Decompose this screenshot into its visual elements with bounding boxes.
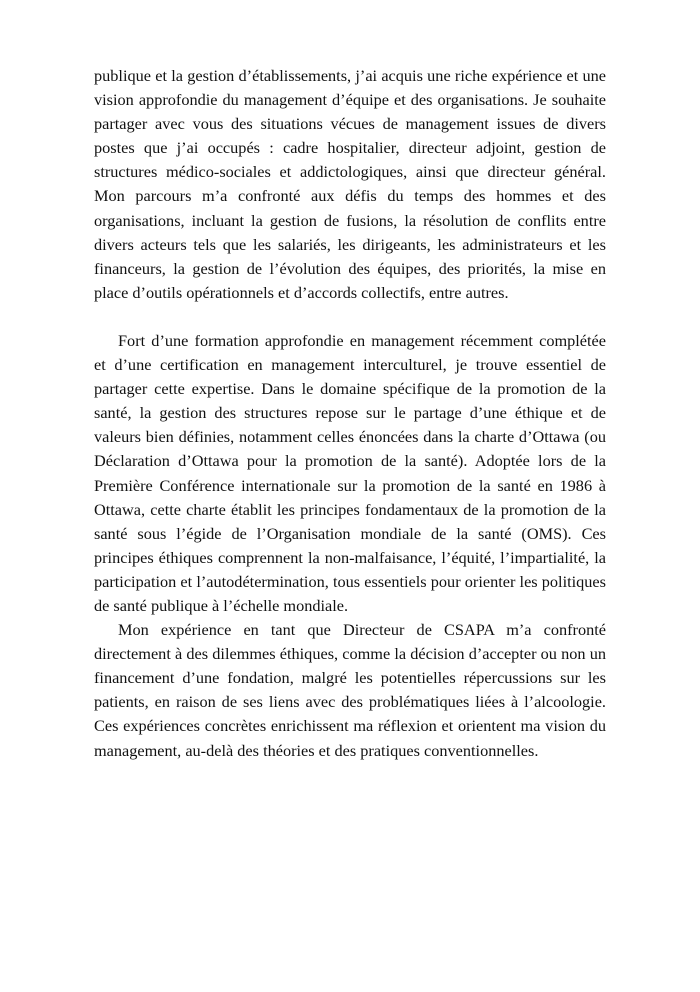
paragraph-ethics-ottawa-charter: Fort d’une formation approfondie en management récemment complétée et d’une certification en management interculturel, je trouve essentiel de partager cette expertise. Dans le domaine spécifique de la promotion de la santé, la gestion des structures repose sur le partage d’une éthique et de valeurs bien définies, notamment celles énoncées dans la charte d’Ottawa (ou Déclaration d’Ottawa pour la promotion de la santé). Adoptée lors de la Première Conférence internationale sur la promotion de la santé en 1986 à Ottawa, cette charte établit les principes fondamentaux de la promotion de la santé sous l’égide de l’Organisation mondiale de la santé (OMS). Ces principes éthiques comprennent la non-malfaisance, l’équité, l’impartialité, la participation et l’autodétermination, tous essentiels pour orienter les politiques de santé publique à l’échelle mondiale. xyxy=(94,330,606,615)
paragraph-csapa-experience: Mon expérience en tant que Directeur de CSAPA m’a confronté directement à des dilemmes éthiques, comme la décision d’accepter ou non un financement d’une fondation, malgré les potentielles répercussions sur les patients, en raison de ses liens avec des problématiques liées à l’alcoologie. Ces expériences concrètes enrichissent ma réflexion et orientent ma vision du management, au-delà des théories et des pratiques conventionnelles. xyxy=(94,620,606,760)
paragraph-career-overview: publique et la gestion d’établissements, j’ai acquis une riche expérience et une vision approfondie du management d’équipe et des organisations. Je souhaite partager avec vous des situations vécues de management issues de divers postes que j’ai occupés : cadre hospitalier, directeur adjoint, gestion de structures médico-sociales et addictologiques, ainsi que directeur général. Mon parcours m’a confronté aux défis du temps des hommes et des organisations, incluant la gestion de fusions, la résolution de conflits entre divers acteurs tels que les salariés, les dirigeants, les administrateurs et les financeurs, la gestion de l’évolution des équipes, des priorités, la mise en place d’outils opérationnels et d’accords collectifs, entre autres. xyxy=(94,66,606,302)
